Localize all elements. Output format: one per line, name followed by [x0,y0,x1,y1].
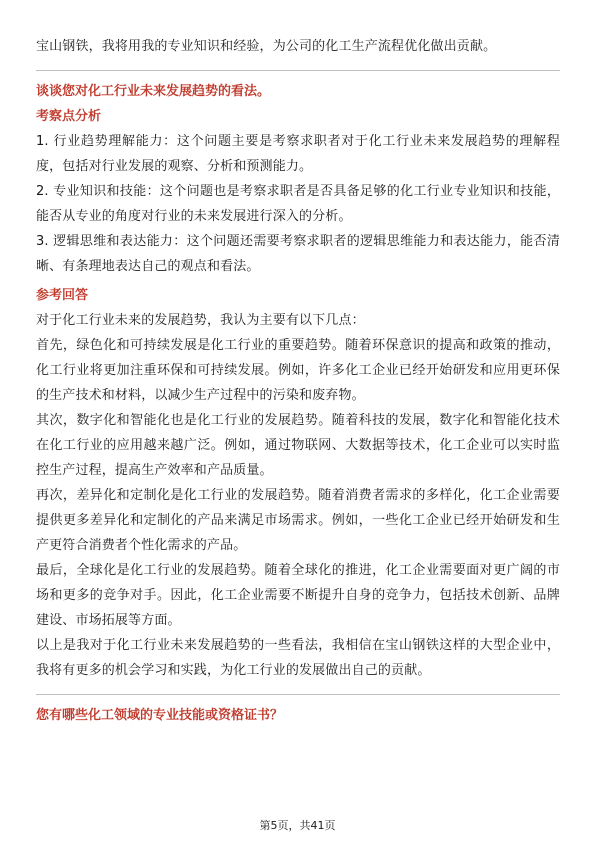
answer-paragraph: 以上是我对于化工行业未来发展趋势的一些看法，我相信在宝山钢铁这样的大型企业中，我将有更多的机会学习和实践，为化工行业的发展做出自己的贡献。 [36,638,560,678]
analysis-item: 2. 专业知识和技能：这个问题也是考察求职者是否具备足够的化工行业专业知识和技能，能否从专业的角度对行业的未来发展进行深入的分析。 [36,184,560,224]
page-number: 第5页，共41页 [259,819,336,832]
next-question-title: 您有哪些化工领域的专业技能或资格证书？ [36,708,284,723]
intro-line: 宝山钢铁，我将用我的专业知识和经验，为公司的化工生产流程优化做出贡献。 [36,39,497,54]
answer-paragraph: 首先，绿色化和可持续发展是化工行业的重要趋势。随着环保意识的提高和政策的推动，化工行业将更加注重环保和可持续发展。例如，许多化工企业已经开始研发和应用更环保的生产技术和材料，以减少生产过程中的污染和废弃物。 [36,338,560,403]
analysis-item: 3. 逻辑思维和表达能力：这个问题还需要考察求职者的逻辑思维能力和表达能力，能否清晰、有条理地表达自己的观点和看法。 [36,234,560,274]
answer-paragraph: 对于化工行业未来的发展趋势，我认为主要有以下几点： [36,313,365,328]
page-content [36,34,560,728]
answer-heading: 参考回答 [36,288,89,303]
analysis-heading: 考察点分析 [36,109,102,124]
answer-paragraph: 再次，差异化和定制化是化工行业的发展趋势。随着消费者需求的多样化，化工企业需要提供更多差异化和定制化的产品来满足市场需求。例如，一些化工企业已经开始研发和生产更符合消费者个性化需求的产品。 [36,488,560,553]
answer-paragraph: 其次，数字化和智能化也是化工行业的发展趋势。随着科技的发展，数字化和智能化技术在化工行业的应用越来越广泛。例如，通过物联网、大数据等技术，化工企业可以实时监控生产过程，提高生产效率和产品质量。 [36,413,560,478]
divider [36,70,560,71]
answer-paragraph: 最后，全球化是化工行业的发展趋势。随着全球化的推进，化工企业需要面对更广阔的市场和更多的竞争对手。因此，化工企业需要不断提升自身的竞争力，包括技术创新、品牌建设、市场拓展等方面。 [36,563,560,628]
analysis-item: 1. 行业趋势理解能力：这个问题主要是考察求职者对于化工行业未来发展趋势的理解程度，包括对行业发展的观察、分析和预测能力。 [36,134,560,174]
divider [36,694,560,695]
question-title: 谈谈您对化工行业未来发展趋势的看法。 [36,84,271,99]
